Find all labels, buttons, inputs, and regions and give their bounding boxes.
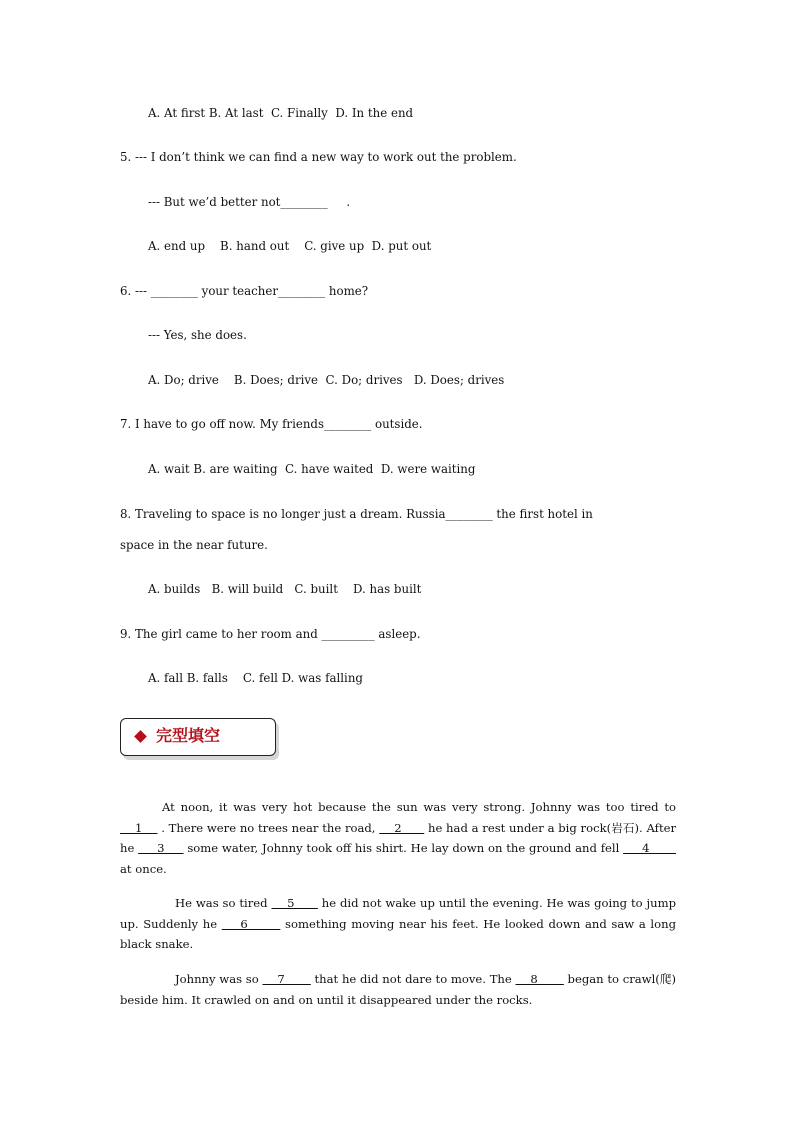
cloze-text: that he did not dare to move. The	[310, 972, 516, 986]
cloze-text: he did not wake up until the evening. He was going to jump up. Suddenly he	[120, 896, 676, 931]
q8-stem-line1: 8. Traveling to space is no longer just a dream. Russia________ the first hotel in	[120, 507, 593, 521]
q4-options: A. At first B. At last C. Finally D. In the end	[148, 106, 414, 120]
q6-reply: --- Yes, she does.	[148, 328, 247, 342]
cloze-text: . There were no trees near the road,	[157, 820, 380, 835]
cloze-paragraph-1	[120, 797, 676, 879]
q5-stem: 5. --- I don’t think we can find a new way to work out the problem.	[120, 150, 517, 164]
cloze-text: Johnny was so	[175, 972, 263, 986]
section-title: 完型填空	[156, 726, 221, 745]
cloze-text: began to crawl(爬) beside him. It crawled on and on until it disappeared under the rocks.	[120, 972, 677, 1007]
cloze-text: some water, Johnny took off his shirt. He lay down on the ground and fell	[183, 841, 624, 855]
cloze-text: something moving near his feet. He looked down and saw a long black snake.	[120, 916, 677, 951]
cloze-blank-4: 4	[623, 841, 677, 855]
q7-options: A. wait B. are waiting C. have waited D. were waiting	[148, 462, 476, 476]
q9-options: A. fall B. falls C. fell D. was falling	[148, 671, 363, 685]
cloze-blank-6: 6	[221, 916, 281, 931]
cloze-paragraph-3	[120, 969, 676, 1010]
q8-options: A. builds B. will build C. built D. has built	[148, 582, 422, 596]
q8-stem-line2: space in the near future.	[120, 538, 268, 552]
cloze-text: he had a rest under a big rock(岩石). After he	[120, 820, 677, 855]
cloze-paragraph-2	[120, 893, 676, 955]
q6-stem: 6. --- ________ your teacher________ home?	[120, 284, 369, 298]
cloze-blank-8: 8	[515, 972, 564, 986]
cloze-blank-1: 1	[120, 820, 158, 835]
q5-reply: --- But we’d better not________ .	[148, 195, 351, 209]
cloze-blank-7: 7	[262, 972, 311, 986]
cloze-text: He was so tired	[175, 896, 272, 910]
cloze-text: At noon, it was very hot because the sun was very strong. Johnny was too tired to	[162, 800, 676, 814]
q9-stem: 9. The girl came to her room and _________ asleep.	[120, 627, 421, 641]
cloze-blank-5: 5	[271, 896, 318, 910]
q7-stem: 7. I have to go off now. My friends________ outside.	[120, 417, 423, 431]
q5-options: A. end up B. hand out C. give up D. put out	[148, 239, 432, 253]
cloze-text: at once.	[120, 861, 167, 876]
cloze-blank-2: 2	[379, 820, 425, 835]
cloze-blank-3: 3	[138, 841, 184, 855]
q6-options: A. Do; drive B. Does; drive C. Do; drives D. Does; drives	[148, 373, 505, 387]
